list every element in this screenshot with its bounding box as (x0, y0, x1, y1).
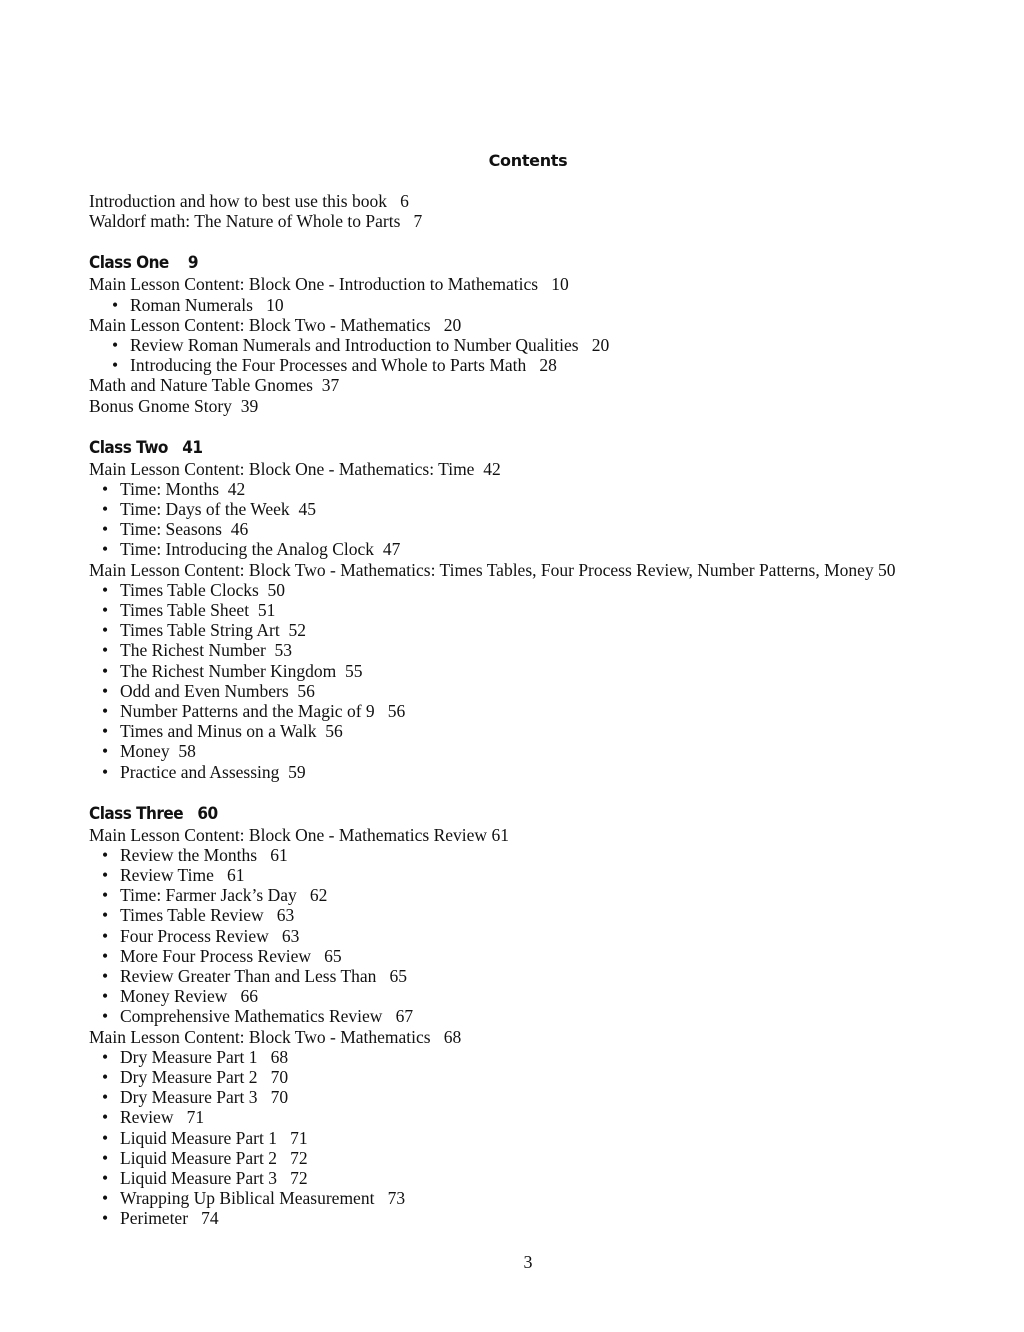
section-heading-text: Class Three (89, 803, 184, 824)
toc-subentry (89, 885, 1009, 905)
bullet-icon: • (102, 499, 109, 520)
entry-page: 70 (270, 1087, 289, 1108)
bullet-icon: • (102, 1107, 109, 1128)
section-heading-class-one (89, 252, 917, 274)
entry-text: Times Table String Art (120, 620, 280, 641)
toc-subentry (89, 600, 1009, 620)
toc-subentry (89, 701, 1009, 721)
entry-text: Time: Introducing the Analog Clock (120, 539, 375, 560)
entry-text: Odd and Even Numbers (120, 680, 289, 701)
entry-page: 61 (270, 844, 288, 865)
entry-page: 20 (443, 314, 462, 335)
toc-entry (89, 375, 1009, 395)
bullet-icon: • (112, 334, 119, 355)
entry-page: 53 (274, 640, 293, 661)
section-heading-text: Class One (89, 253, 169, 274)
bullet-icon: • (102, 1147, 109, 1168)
entry-page: 71 (290, 1127, 308, 1148)
toc-subentry (89, 499, 1009, 519)
entry-text: Liquid Measure Part 3 (120, 1167, 277, 1188)
entry-text: Review the Months (120, 844, 258, 865)
bullet-icon: • (102, 600, 109, 620)
entry-page: 50 (267, 579, 286, 600)
toc-subentry (89, 946, 1009, 966)
entry-page: 46 (230, 519, 249, 540)
toc-subentry (89, 479, 1009, 499)
bullet-icon: • (102, 761, 109, 782)
entry-text: Dry Measure Part 1 (120, 1046, 258, 1067)
entry-text: Practice and Assessing (120, 761, 280, 782)
entry-text: Liquid Measure Part 2 (120, 1147, 277, 1168)
entry-text: Times Table Review (120, 905, 264, 926)
toc-subentry (89, 1087, 1009, 1107)
toc-entry (89, 191, 1009, 211)
entry-page: 58 (178, 741, 196, 762)
toc-subentry (89, 681, 1009, 701)
toc-entry (89, 459, 1009, 479)
section-heading-page: 9 (187, 253, 199, 274)
bullet-icon: • (102, 865, 109, 886)
section-heading-page: 60 (197, 803, 218, 824)
bullet-icon: • (102, 579, 109, 600)
entry-page: 61 (491, 824, 509, 845)
entry-text: Review (120, 1107, 174, 1128)
toc-subentry (89, 966, 1009, 986)
toc-entry (89, 396, 1009, 416)
toc-subentry (89, 1208, 1009, 1228)
toc-entry (89, 825, 1009, 845)
entry-page: 74 (201, 1208, 219, 1229)
bullet-icon: • (102, 700, 109, 721)
toc-subentry (89, 1128, 1009, 1148)
toc-subentry (89, 661, 1009, 681)
entry-page: 51 (257, 600, 276, 620)
page-number: 3 (523, 1252, 533, 1272)
toc-subentry (89, 986, 1009, 1006)
toc-subentry (89, 580, 1009, 600)
entry-text: Review Greater Than and Less Than (120, 966, 377, 986)
toc-subentry (89, 1168, 1009, 1188)
toc-entry (89, 315, 1009, 335)
entry-page: 65 (324, 945, 342, 966)
toc-subentry (89, 355, 1009, 375)
bullet-icon: • (102, 925, 109, 946)
entry-text: Liquid Measure Part 1 (120, 1127, 277, 1148)
entry-page: 47 (382, 539, 401, 560)
entry-page: 55 (345, 660, 363, 681)
entry-page: 56 (325, 721, 343, 742)
toc-subentry (89, 1067, 1009, 1087)
entry-text: Time: Months (120, 478, 220, 499)
entry-page: 68 (443, 1026, 462, 1047)
entry-page: 7 (413, 211, 423, 232)
bullet-icon: • (102, 885, 109, 906)
entry-page: 20 (591, 334, 610, 355)
bullet-icon: • (102, 721, 109, 742)
entry-text: Review Time (120, 865, 214, 886)
toc-subentry (89, 1107, 1009, 1127)
entry-text: Time: Days of the Week (120, 499, 290, 520)
entry-page: 52 (288, 620, 306, 641)
toc-subentry (89, 926, 1009, 946)
bullet-icon: • (102, 1127, 109, 1148)
toc-entry (89, 211, 1009, 231)
entry-text: Times Table Clocks (120, 579, 259, 600)
page-title: Contents (488, 151, 568, 170)
entry-page: 63 (276, 905, 295, 926)
bullet-icon: • (102, 1188, 109, 1209)
entry-page: 37 (321, 375, 340, 396)
entry-page: 10 (266, 294, 284, 315)
entry-page: 67 (395, 1006, 414, 1027)
section-heading-class-three (89, 803, 917, 825)
entry-page: 72 (290, 1147, 308, 1168)
bullet-icon: • (102, 640, 109, 661)
entry-page: 39 (240, 395, 259, 416)
entry-text: Math and Nature Table Gnomes (89, 375, 313, 396)
entry-page: 66 (240, 986, 259, 1007)
toc-subentry (89, 741, 1009, 761)
entry-page: 28 (539, 355, 557, 376)
entry-text: Times and Minus on a Walk (120, 721, 317, 742)
table-of-contents (89, 191, 1009, 1228)
entry-text: The Richest Number (120, 640, 266, 661)
toc-subentry (89, 539, 1009, 559)
bullet-icon: • (102, 519, 109, 540)
entry-page: 61 (226, 865, 245, 886)
bullet-icon: • (102, 620, 109, 641)
entry-text: Introducing the Four Processes and Whole to Parts Math (130, 355, 527, 376)
toc-entry (89, 274, 1009, 294)
entry-text: The Richest Number Kingdom (120, 660, 337, 681)
toc-subentry (89, 762, 1009, 782)
entry-text: Money (120, 741, 170, 762)
entry-page: 68 (270, 1046, 289, 1067)
toc-entry (89, 1027, 1009, 1047)
entry-text: Dry Measure Part 3 (120, 1087, 258, 1108)
entry-text: Introduction and how to best use this book (89, 191, 387, 211)
toc-subentry (89, 845, 1009, 865)
entry-text: Main Lesson Content: Block One - Mathematics: Time (89, 458, 475, 479)
entry-text: Time: Farmer Jack’s Day (120, 885, 297, 906)
entry-text: Main Lesson Content: Block One - Mathematics Review (89, 824, 488, 845)
section-heading-page: 41 (182, 437, 203, 458)
bullet-icon: • (102, 741, 109, 762)
entry-text: Time: Seasons (120, 519, 222, 540)
entry-text: Roman Numerals (130, 294, 253, 315)
toc-subentry (89, 1188, 1009, 1208)
toc-subentry (89, 620, 1009, 640)
bullet-icon: • (102, 1006, 109, 1027)
entry-text: Four Process Review (120, 925, 269, 946)
entry-page: 72 (290, 1167, 308, 1188)
entry-text: Perimeter (120, 1208, 189, 1229)
entry-page: 42 (483, 458, 501, 479)
bullet-icon: • (102, 1066, 109, 1087)
bullet-icon: • (102, 844, 109, 865)
bullet-icon: • (112, 294, 119, 315)
entry-text: Bonus Gnome Story (89, 395, 232, 416)
bullet-icon: • (102, 945, 109, 966)
entry-page: 65 (389, 966, 408, 986)
bullet-icon: • (102, 660, 109, 681)
bullet-icon: • (102, 1167, 109, 1188)
entry-text: Dry Measure Part 2 (120, 1066, 258, 1087)
entry-page: 70 (270, 1066, 289, 1087)
entry-text: Main Lesson Content: Block Two - Mathematics: Times Tables, Four Process Review, Number Patterns, Money (89, 559, 874, 580)
toc-subentry (89, 721, 1009, 741)
bullet-icon: • (102, 1087, 109, 1108)
bullet-icon: • (102, 966, 109, 986)
toc-subentry (89, 1148, 1009, 1168)
entry-page: 63 (281, 925, 300, 946)
entry-page: 62 (309, 885, 328, 906)
entry-text: Number Patterns and the Magic of 9 (120, 700, 375, 721)
entry-page: 42 (227, 478, 246, 499)
toc-entry (89, 560, 1009, 580)
bullet-icon: • (102, 478, 109, 499)
bullet-icon: • (102, 680, 109, 701)
entry-page: 10 (551, 274, 569, 295)
entry-page: 59 (288, 761, 306, 782)
entry-text: Main Lesson Content: Block One - Introduction to Mathematics (89, 274, 539, 295)
toc-subentry (89, 905, 1009, 925)
bullet-icon: • (102, 986, 109, 1007)
toc-subentry (89, 295, 1009, 315)
bullet-icon: • (112, 355, 119, 376)
entry-page: 73 (387, 1188, 406, 1209)
bullet-icon: • (102, 905, 109, 926)
toc-subentry (89, 1006, 1009, 1026)
entry-page: 56 (387, 700, 406, 721)
toc-subentry (89, 519, 1009, 539)
entry-text: Main Lesson Content: Block Two - Mathematics (89, 314, 431, 335)
toc-subentry (89, 1047, 1009, 1067)
entry-page: 45 (298, 499, 316, 520)
entry-text: Main Lesson Content: Block Two - Mathematics (89, 1026, 431, 1047)
section-heading-class-two (89, 437, 917, 459)
bullet-icon: • (102, 539, 109, 560)
bullet-icon: • (102, 1046, 109, 1067)
entry-text: Wrapping Up Biblical Measurement (120, 1188, 375, 1209)
toc-subentry (89, 865, 1009, 885)
entry-page: 50 (878, 559, 896, 580)
entry-page: 6 (400, 191, 409, 211)
toc-subentry (89, 640, 1009, 660)
entry-text: More Four Process Review (120, 945, 312, 966)
entry-text: Times Table Sheet (120, 600, 250, 620)
entry-page: 56 (297, 680, 315, 701)
entry-text: Money Review (120, 986, 228, 1007)
entry-text: Review Roman Numerals and Introduction to Number Qualities (130, 334, 579, 355)
entry-page: 71 (186, 1107, 205, 1128)
entry-text: Waldorf math: The Nature of Whole to Parts (89, 211, 401, 232)
bullet-icon: • (102, 1208, 109, 1229)
entry-text: Comprehensive Mathematics Review (120, 1006, 383, 1027)
section-heading-text: Class Two (89, 437, 168, 458)
toc-subentry (89, 335, 1009, 355)
